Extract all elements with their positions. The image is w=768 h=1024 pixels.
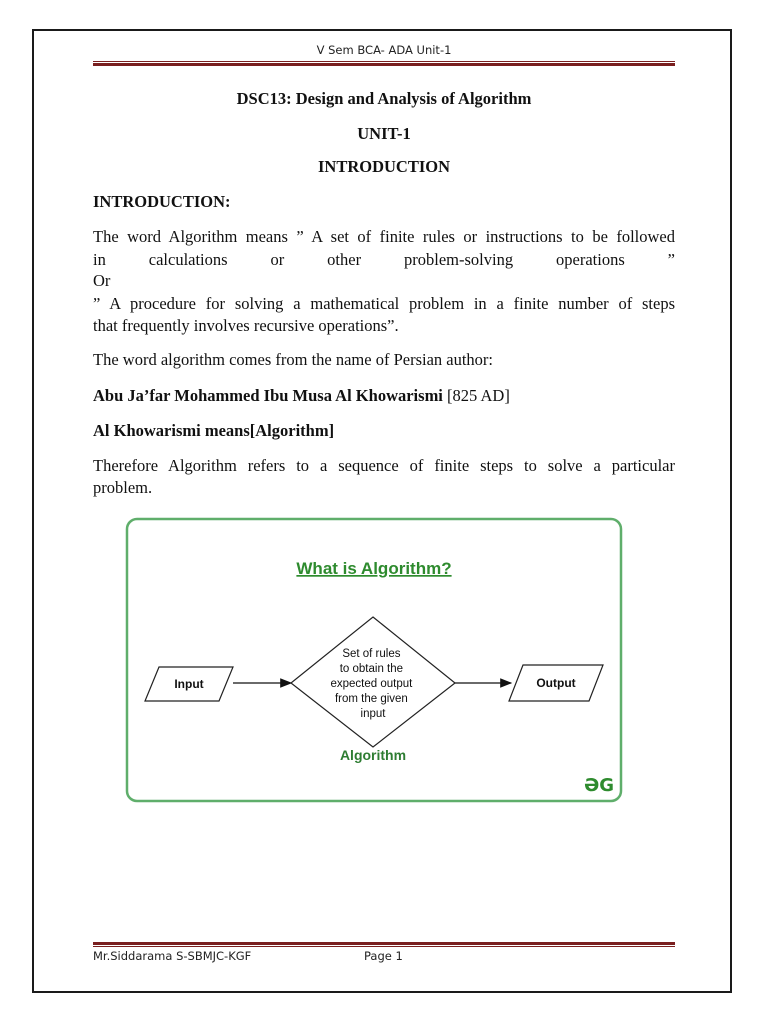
header-rule bbox=[93, 61, 675, 66]
para3-line1: Therefore Algorithm refers to a sequence of finite steps to solve a particular bbox=[93, 456, 675, 475]
author-name: Abu Ja’far Mohammed Ibu Musa Al Khowarismi bbox=[93, 386, 443, 405]
diamond-line-1: Set of rules bbox=[342, 648, 401, 660]
unit-title: UNIT-1 bbox=[357, 124, 411, 143]
footer-page-number: Page 1 bbox=[364, 949, 403, 963]
diamond-line-2: to obtain the bbox=[339, 663, 404, 675]
geeksforgeeks-logo-icon: ƏG bbox=[583, 775, 615, 796]
para1-line1: The word Algorithm means ” A set of finite rules or instructions to be followed bbox=[93, 227, 675, 246]
author-line bbox=[93, 385, 675, 407]
input-label: Input bbox=[174, 677, 204, 691]
para1-line3: ” A procedure for solving a mathematical problem in a finite number of steps bbox=[93, 294, 675, 313]
diagram-svg bbox=[125, 517, 623, 803]
algorithm-diagram bbox=[125, 517, 623, 803]
author-year: [825 AD] bbox=[442, 386, 510, 405]
section-heading: INTRODUCTION: bbox=[93, 192, 231, 211]
chapter-title: INTRODUCTION bbox=[317, 157, 451, 176]
para1-line4: that frequently involves recursive operations”. bbox=[93, 316, 399, 335]
diamond-line-3: expected output bbox=[330, 678, 413, 690]
algorithm-caption: Algorithm bbox=[339, 747, 407, 763]
para1-or: Or bbox=[93, 271, 111, 290]
diagram-title: What is Algorithm? bbox=[296, 559, 452, 578]
para2: The word algorithm comes from the name of Persian author: bbox=[93, 350, 494, 369]
page-header: V Sem BCA- ADA Unit-1 bbox=[316, 43, 452, 57]
footer-rule bbox=[93, 941, 675, 947]
para1-line2: in calculations or other problem-solving operations ” bbox=[93, 250, 675, 269]
diamond-line-5: input bbox=[360, 708, 386, 720]
diamond-line-4: from the given bbox=[334, 693, 408, 705]
footer-author: Mr.Siddarama S-SBMJC-KGF bbox=[93, 949, 252, 963]
meaning-line: Al Khowarismi means[Algorithm] bbox=[93, 421, 335, 440]
output-label: Output bbox=[536, 676, 576, 690]
para3-line2: problem. bbox=[93, 478, 153, 497]
course-title: DSC13: Design and Analysis of Algorithm bbox=[236, 89, 532, 108]
